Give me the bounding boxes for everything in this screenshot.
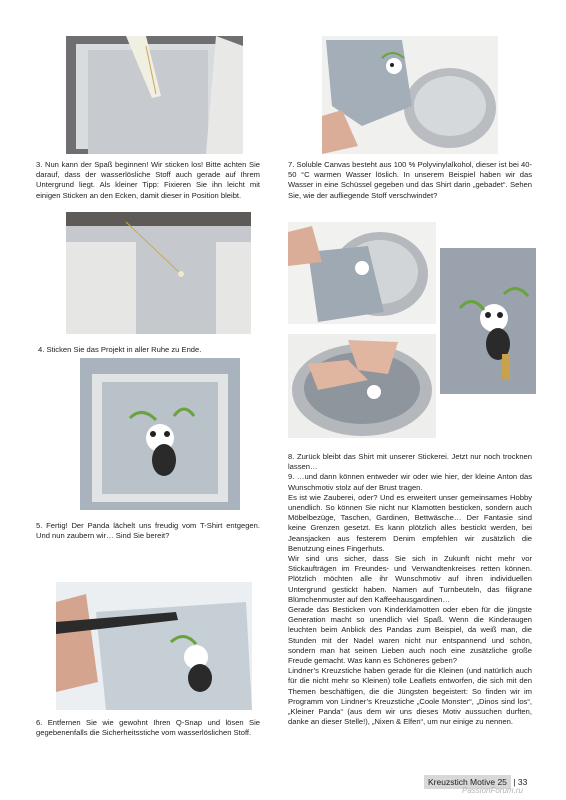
footer-separator: | — [513, 777, 516, 787]
caption-step6: 6. Entfernen Sie wie gewohnt Ihren Q-Snap und lösen Sie gegebenenfalls die Sicherheitsstiche vom wasserlöslichen Stoff. — [36, 718, 260, 738]
article-paragraph: Gerade das Besticken von Kinderklamotten oder eben für die jüngste Generation macht so unendlich viel Spaß. Wenn die Kinderaugen leuchten beim Anblick des Pandas zum Beispiel, da weiß man, die Stunden mit der Nadel waren nicht nur entspannend und schön, sondern man hat seinen Lieben auch noch eine zusätzliche große Freude gemacht. Was kann es Schöneres geben? — [288, 605, 532, 666]
article-paragraph: Es ist wie Zauberei, oder? Und es erweitert unser gemeinsames Hobby unendlich. So können Sie nicht nur Klamotten besticken, sondern auch Möbelbezüge, Taschen, Gardinen, Bettwäsche… Der Fantasie sind keine Grenzen gesetzt. Es kann plötzlich alles bestickt werden, bei Jeansjacken aus festerem Denim empfehlen wir zusätzlich die Benutzung eines Fingerhuts. — [288, 492, 532, 553]
photo-step5 — [80, 358, 240, 510]
caption-step3: 3. Nun kann der Spaß beginnen! Wir sticken los! Bitte achten Sie darauf, dass der wasserlösliche Stoff auch gerade auf Ihrem Untergrund liegt. Als kleiner Tipp: Fixieren Sie ihn leicht mit einigen Sticken an den Ecken, damit dieser in Position bleibt. — [36, 160, 260, 200]
watermark: PassionForum.ru — [462, 786, 523, 795]
article-paragraph: 8. Zurück bleibt das Shirt mit unserer Stickerei. Jetzt nur noch trocknen lassen… — [288, 452, 532, 472]
caption-step7: 7. Soluble Canvas besteht aus 100 % Polyvinylalkohol, dieser ist bei 40-50 °C warmen Wasser löslich. In unserem Beispiel haben wir das Wasser in eine Schüssel gegeben und das Shirt darin „gebadet“. Sehen Sie, wie der aufliegende Stoff verschwindet? — [288, 160, 532, 200]
photo-step3 — [66, 36, 243, 154]
caption-step5: 5. Fertig! Der Panda lächelt uns freudig vom T-Shirt entgegen. Und nun zaubern wir… Sind Sie bereit? — [36, 521, 260, 541]
photo-bath-2 — [288, 334, 436, 438]
photo-bath-1 — [288, 222, 436, 324]
article-body — [288, 452, 532, 727]
article-paragraph: Lindner’s Kreuzstiche haben gerade für die Kleinen (und natürlich auch für die nicht mehr so Kleinen) tolle Leaflets entworfen, die sich mit den Themen beschäftigen, die die Jüngsten begeistert: So finden wir im Programm von Lindner’s Kreuzstiche „Coole Monster“, „Dinos sind los“, „Kleiner Panda“ (aus dem wir uns dieses Motiv aussuchen durften, danke an dieser Stelle!), „Nixen & Elfen“, um nur einige zu nennen. — [288, 666, 532, 727]
photo-step6 — [56, 582, 252, 710]
photo-step4 — [66, 212, 251, 334]
magazine-name: Kreuzstich Motive 25 — [424, 775, 511, 789]
article-paragraph: Wir sind uns sicher, dass Sie sich in Zukunft nicht mehr vor Stickaufträgen im Freundes- und Verwandtenkreises retten können. Plötzlich möchten alle ihr Wunschmotiv auf ihren individuellen Untergrund gestickt haben. Namen auf Turnbeuteln, das filigrane Blümchenmuster auf den Kaffeehausgardinen… — [288, 554, 532, 604]
photo-step7 — [322, 36, 498, 154]
article-paragraph: 9. …und dann können entweder wir oder wie hier, der kleine Anton das Wunschmotiv stolz auf der Brust tragen. — [288, 472, 532, 492]
photo-shirt-closeup — [440, 248, 536, 394]
page-number: 33 — [517, 777, 528, 787]
caption-step4: 4. Sticken Sie das Projekt in aller Ruhe zu Ende. — [38, 345, 202, 354]
